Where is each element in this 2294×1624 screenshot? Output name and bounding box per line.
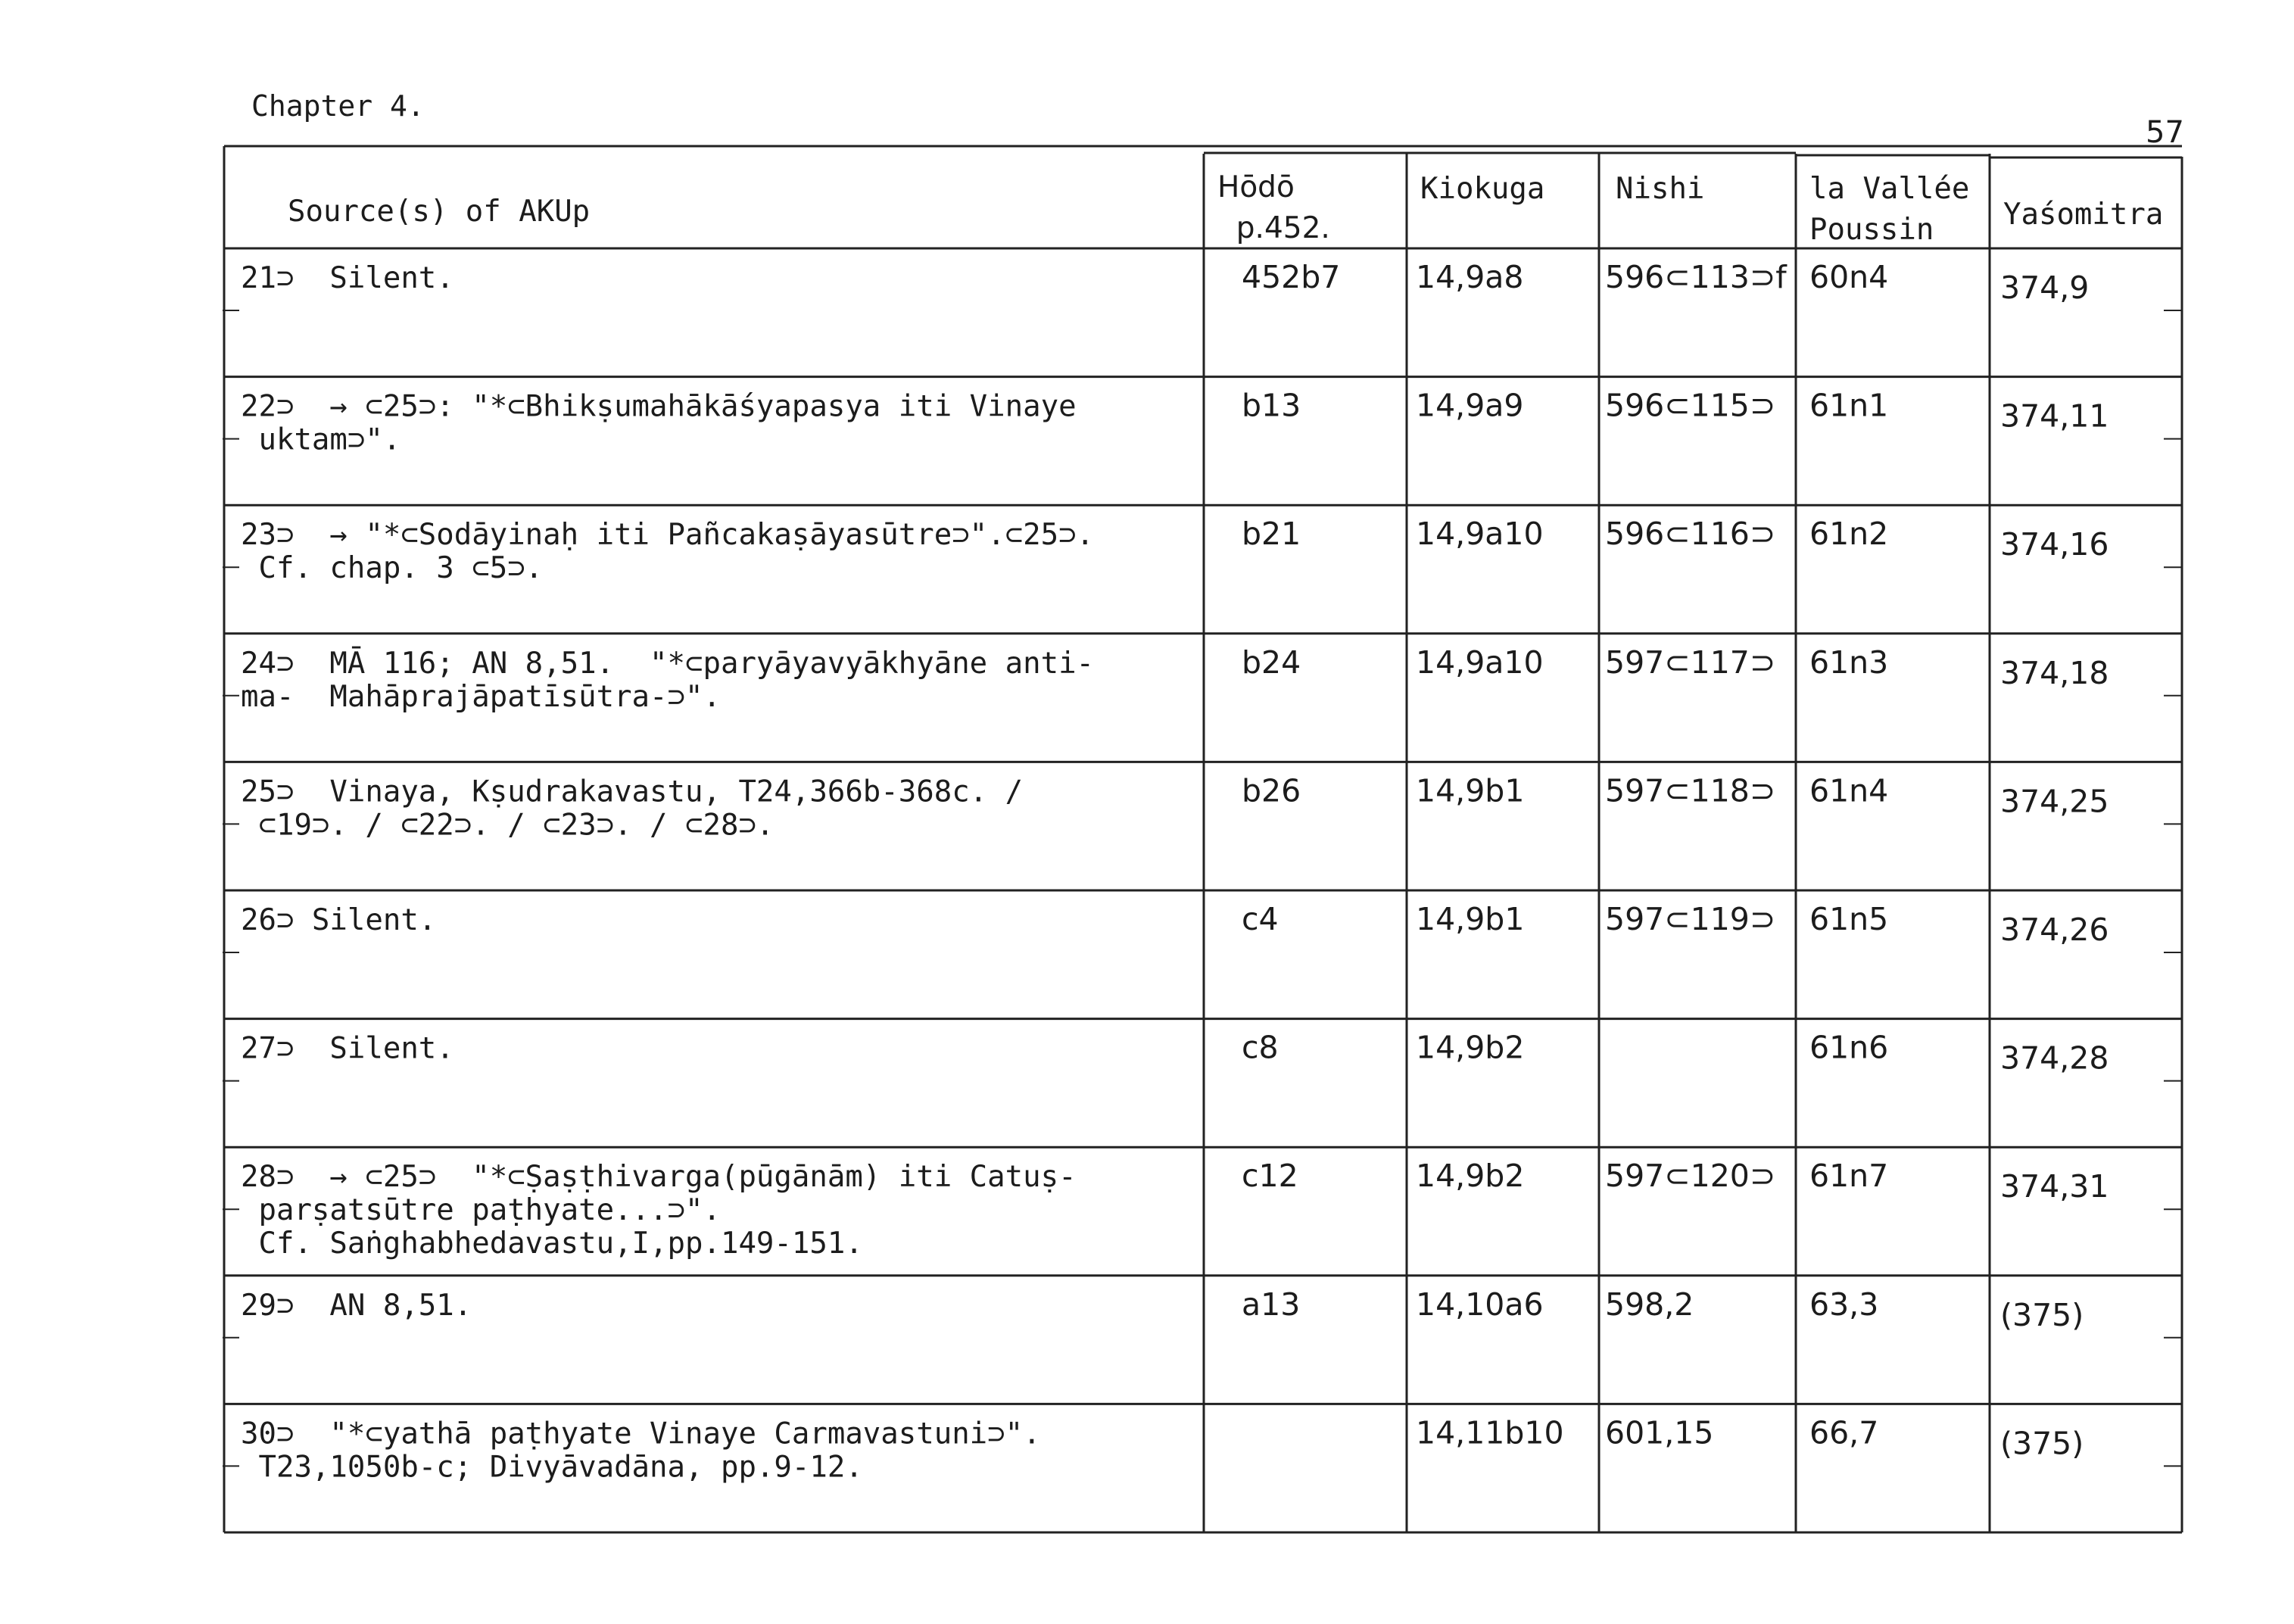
row-nishi: 597⊂120⊃	[1605, 1158, 1776, 1195]
row-nishi: 598,2	[1605, 1286, 1694, 1323]
row-kiokuga: 14,9b2	[1416, 1029, 1525, 1066]
row-la-vallee-poussin: 61n2	[1809, 516, 1889, 553]
header-kiokuga: Kiokuga	[1420, 172, 1545, 206]
row-kiokuga: 14,9a9	[1416, 387, 1524, 424]
row-hodo: b26	[1242, 772, 1301, 809]
row-nishi: 596⊂115⊃	[1605, 387, 1776, 424]
row-kiokuga: 14,11b10	[1416, 1414, 1564, 1451]
row-kiokuga: 14,9b1	[1416, 772, 1525, 809]
row-yasomitra: (375)	[2000, 1296, 2084, 1333]
header-nishi: Nishi	[1616, 172, 1705, 206]
row-la-vallee-poussin: 61n1	[1809, 387, 1889, 424]
row-hodo: b24	[1242, 644, 1301, 681]
row-nishi: 596⊂113⊃f	[1605, 259, 1787, 295]
row-kiokuga: 14,9a8	[1416, 259, 1524, 295]
row-nishi: 596⊂116⊃	[1605, 516, 1776, 553]
row-source: 29⊃ AN 8,51.	[241, 1288, 472, 1323]
row-yasomitra: 374,26	[2000, 912, 2109, 948]
row-la-vallee-poussin: 61n3	[1809, 644, 1889, 681]
chapter-heading: Chapter 4.	[251, 89, 425, 123]
row-kiokuga: 14,9b1	[1416, 901, 1525, 937]
row-source: 21⊃ Silent.	[241, 261, 454, 295]
row-kiokuga: 14,9a10	[1416, 516, 1544, 553]
row-la-vallee-poussin: 61n4	[1809, 772, 1889, 809]
header-yasomitra: Yaśomitra	[2003, 198, 2164, 232]
header-la-vallee-poussin: la Vallée Poussin	[1809, 172, 1970, 247]
row-nishi: 597⊂119⊃	[1605, 901, 1776, 937]
header-hodo: Hōdō p.452.	[1217, 170, 1330, 245]
row-la-vallee-poussin: 61n7	[1809, 1158, 1889, 1195]
row-source: 30⊃ "*⊂yathā paṭhyate Vinaye Carmavastuni⊃". T23,1050b-c; Divyāvadāna, pp.9-12.	[241, 1417, 1041, 1485]
row-la-vallee-poussin: 66,7	[1809, 1414, 1879, 1451]
row-source: 26⊃ Silent.	[241, 903, 437, 937]
row-yasomitra: 374,16	[2000, 526, 2109, 563]
row-hodo: c12	[1242, 1158, 1298, 1195]
row-la-vallee-poussin: 61n6	[1809, 1029, 1889, 1066]
row-kiokuga: 14,9a10	[1416, 644, 1544, 681]
row-yasomitra: (375)	[2000, 1425, 2084, 1462]
row-hodo: a13	[1242, 1286, 1301, 1323]
row-yasomitra: 374,31	[2000, 1168, 2109, 1205]
header-source: Source(s) of AKUp	[288, 195, 591, 229]
row-hodo: c4	[1242, 901, 1279, 937]
row-source: 24⊃ MĀ 116; AN 8,51. "*⊂paryāyavyākhyāne anti-ma- Mahāprajāpatīsūtra-⊃".	[241, 646, 1095, 714]
row-yasomitra: 374,9	[2000, 270, 2090, 306]
row-hodo: b21	[1242, 516, 1301, 553]
table-header	[288, 170, 2163, 247]
row-hodo: b13	[1242, 387, 1301, 424]
row-la-vallee-poussin: 61n5	[1809, 901, 1889, 937]
page-number: 57	[2146, 115, 2184, 150]
row-source: 25⊃ Vinaya, Kṣudrakavastu, T24,366b-368c. / ⊂19⊃. / ⊂22⊃. / ⊂23⊃. / ⊂28⊃.	[241, 775, 1024, 843]
row-la-vallee-poussin: 60n4	[1809, 259, 1889, 295]
row-hodo: 452b7	[1242, 259, 1341, 295]
row-yasomitra: 374,25	[2000, 783, 2109, 820]
row-source: 22⊃ → ⊂25⊃: "*⊂Bhikṣumahākāśyapasya iti Vinaye uktam⊃".	[241, 389, 1077, 457]
row-la-vallee-poussin: 63,3	[1809, 1286, 1879, 1323]
row-source: 23⊃ → "*⊂Sodāyinaḥ iti Pañcakaṣāyasūtre⊃".⊂25⊃. Cf. chap. 3 ⊂5⊃.	[241, 518, 1095, 586]
row-yasomitra: 374,28	[2000, 1040, 2109, 1077]
row-kiokuga: 14,10a6	[1416, 1286, 1544, 1323]
row-kiokuga: 14,9b2	[1416, 1158, 1525, 1195]
row-nishi: 601,15	[1605, 1414, 1714, 1451]
row-yasomitra: 374,18	[2000, 654, 2109, 691]
row-yasomitra: 374,11	[2000, 397, 2109, 435]
row-source: 27⊃ Silent.	[241, 1031, 454, 1066]
row-nishi: 597⊂117⊃	[1605, 644, 1776, 681]
row-source: 28⊃ → ⊂25⊃ "*⊂Ṣaṣṭhivarga(pūgānām) iti Catuṣ- parṣatsūtre paṭhyate...⊃". Cf. Saṅghabhedavastu,I,pp.149-151.	[241, 1160, 1077, 1261]
row-nishi: 597⊂118⊃	[1605, 772, 1776, 809]
row-hodo: c8	[1242, 1029, 1279, 1066]
